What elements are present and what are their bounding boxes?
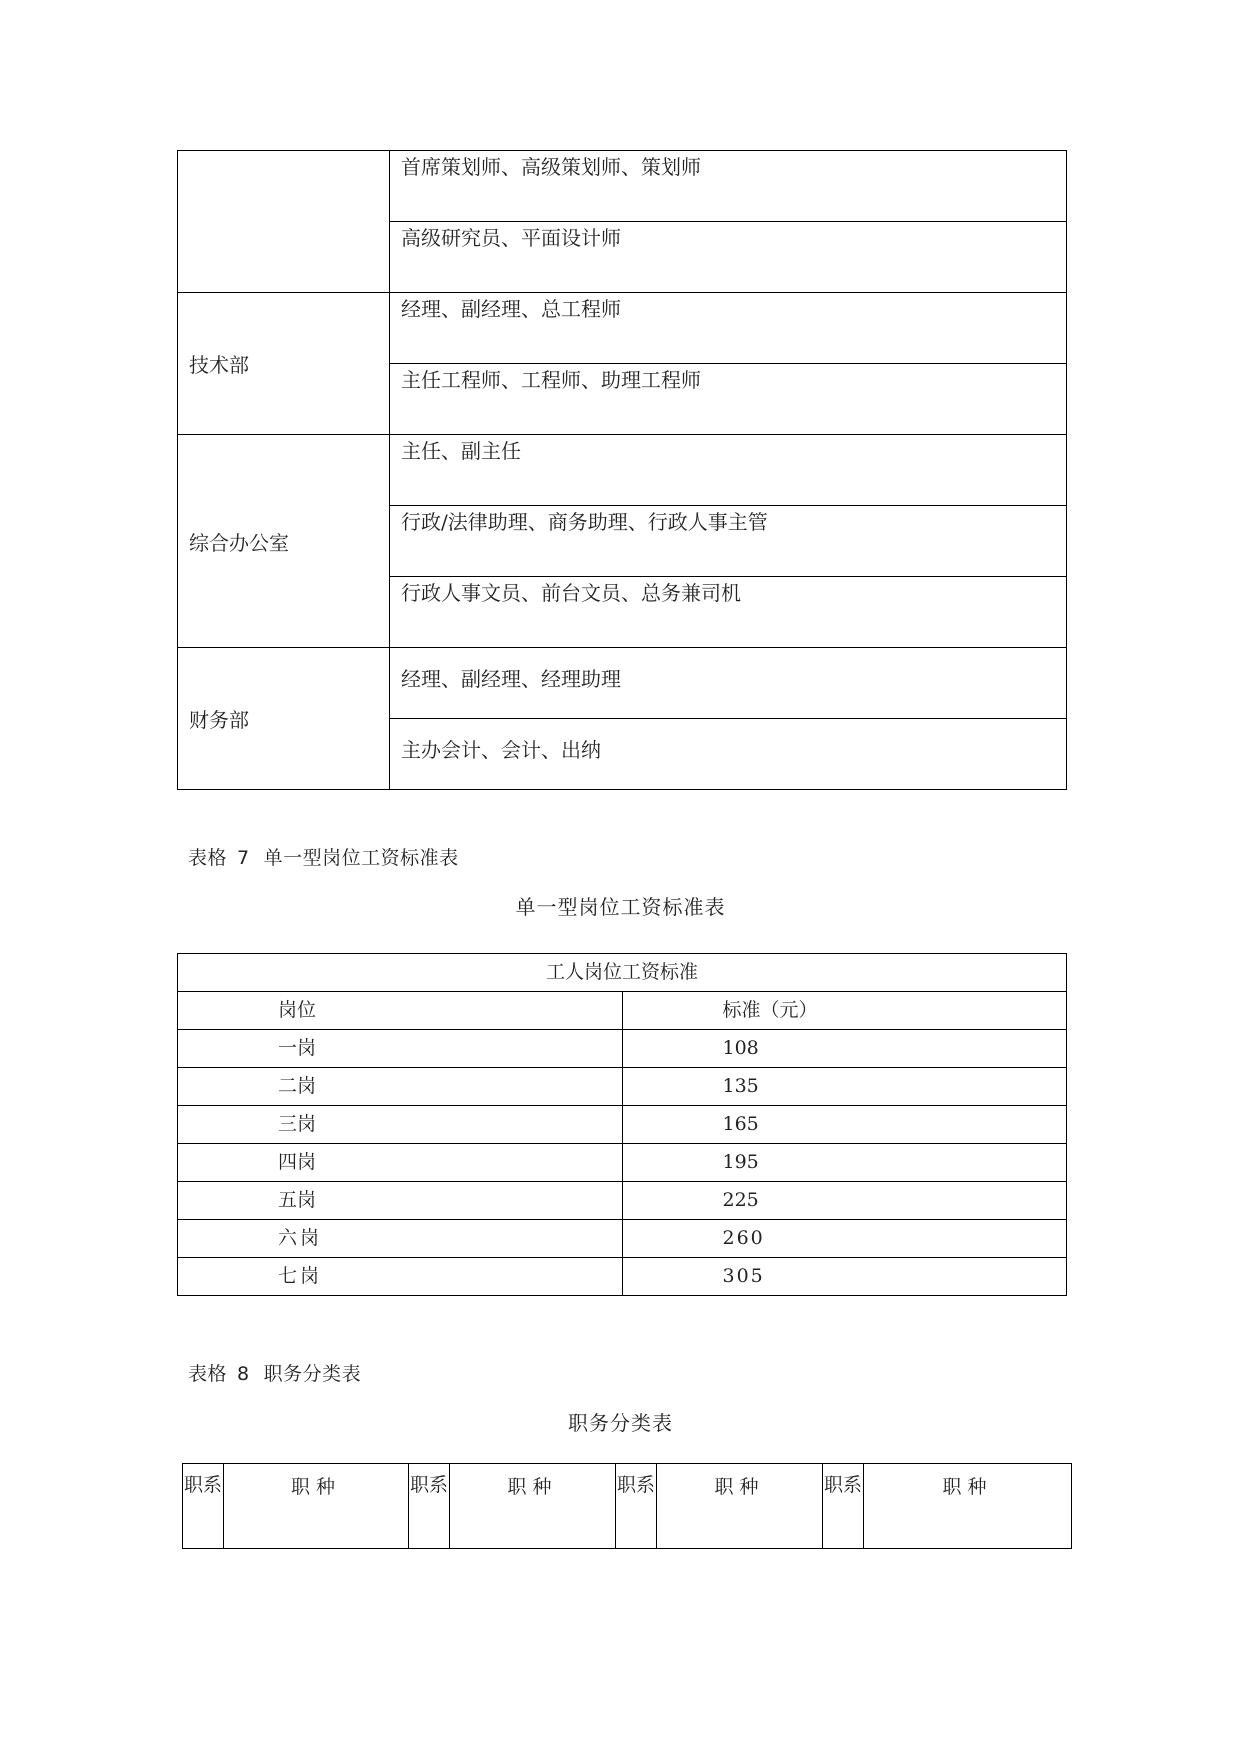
positions-cell: 主办会计、会计、出纳	[390, 719, 1067, 790]
positions-cell: 经理、副经理、总工程师	[390, 293, 1067, 364]
table-row	[178, 1030, 1067, 1068]
class-cell: 职系	[409, 1464, 450, 1549]
kind-cell: 职种	[864, 1464, 1072, 1549]
caption-number: 8	[237, 1363, 250, 1385]
class-cell: 职系	[616, 1464, 657, 1549]
table-title: 单一型岗位工资标准表	[515, 895, 726, 919]
table-row	[178, 648, 1067, 719]
wage-standard-table	[177, 953, 1067, 1296]
table-row	[178, 1220, 1067, 1258]
job-classification-table	[182, 1463, 1072, 1549]
table-row	[178, 293, 1067, 364]
positions-cell: 首席策划师、高级策划师、策划师	[390, 151, 1067, 222]
table-row	[178, 1144, 1067, 1182]
caption-number: 7	[237, 847, 250, 869]
post-cell: 二岗	[178, 1068, 623, 1106]
positions-cell: 行政/法律助理、商务助理、行政人事主管	[390, 506, 1067, 577]
caption-label: 表格	[188, 1363, 228, 1385]
table-header-row	[178, 954, 1067, 992]
caption-text: 职务分类表	[263, 1363, 362, 1385]
positions-cell: 主任、副主任	[390, 435, 1067, 506]
value-cell: 108	[622, 1030, 1067, 1068]
value-cell: 165	[622, 1106, 1067, 1144]
table-row	[183, 1464, 1072, 1549]
positions-cell: 经理、副经理、经理助理	[390, 648, 1067, 719]
department-cell	[178, 151, 390, 293]
class-cell: 职系	[823, 1464, 864, 1549]
table-row	[178, 151, 1067, 222]
kind-cell: 职种	[450, 1464, 616, 1549]
kind-cell: 职种	[657, 1464, 823, 1549]
post-cell: 四岗	[178, 1144, 623, 1182]
caption-label: 表格	[188, 847, 228, 869]
table-caption	[188, 1359, 361, 1386]
value-cell: 225	[622, 1182, 1067, 1220]
department-cell: 综合办公室	[178, 435, 390, 648]
value-cell: 260	[622, 1220, 1067, 1258]
department-cell: 财务部	[178, 648, 390, 790]
post-cell: 一岗	[178, 1030, 623, 1068]
value-cell: 195	[622, 1144, 1067, 1182]
class-cell: 职系	[183, 1464, 224, 1549]
table-row	[178, 1258, 1067, 1296]
positions-cell: 主任工程师、工程师、助理工程师	[390, 364, 1067, 435]
table-row	[178, 435, 1067, 506]
positions-cell: 行政人事文员、前台文员、总务兼司机	[390, 577, 1067, 648]
post-cell: 三岗	[178, 1106, 623, 1144]
post-cell: 五岗	[178, 1182, 623, 1220]
table-caption	[188, 843, 459, 870]
table-row	[178, 1106, 1067, 1144]
table-row	[178, 1068, 1067, 1106]
column-header-row	[178, 992, 1067, 1030]
column-header-post: 岗位	[178, 992, 623, 1030]
caption-text: 单一型岗位工资标准表	[263, 847, 459, 869]
table-header: 工人岗位工资标准	[178, 954, 1067, 992]
kind-cell: 职种	[224, 1464, 409, 1549]
value-cell: 135	[622, 1068, 1067, 1106]
department-cell: 技术部	[178, 293, 390, 435]
post-cell: 七岗	[178, 1258, 623, 1296]
table-title: 职务分类表	[568, 1411, 673, 1435]
column-header-standard: 标准（元）	[622, 992, 1067, 1030]
positions-cell: 高级研究员、平面设计师	[390, 222, 1067, 293]
table-row	[178, 1182, 1067, 1220]
department-positions-table	[177, 150, 1067, 790]
value-cell: 305	[622, 1258, 1067, 1296]
post-cell: 六岗	[178, 1220, 623, 1258]
